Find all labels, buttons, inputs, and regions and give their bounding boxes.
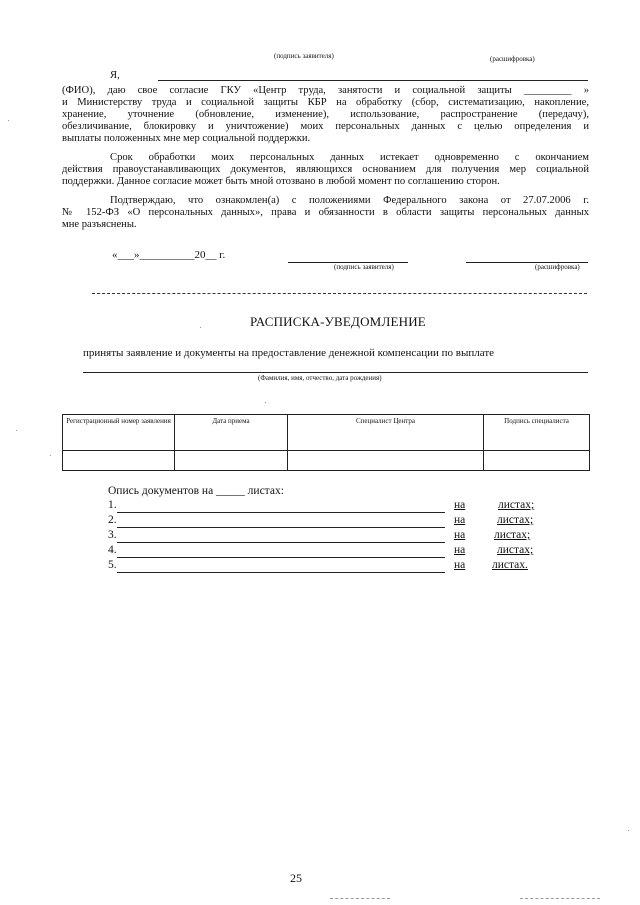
center-specialist-cell [288,451,484,471]
specialist-signature-header: Подпись специалиста [484,415,590,451]
term-line-3: поддержки. Данное согласие может быть мной отозвано в любой момент по соглашению сторон. [62,176,500,187]
consent-line-2: и Министерству труда и социальной защиты КБР на обработку (сбор, систематизацию, накопление, [62,97,589,108]
reg-number-header: Регистрационный номер заявления [63,415,175,451]
receipt-title: РАСПИСКА-УВЕДОМЛЕНИЕ [250,314,426,329]
consent-line-1: (ФИО), даю свое согласие ГКУ «Центр труда, занятости и социальной защиты _________ » [62,85,589,96]
term-line-1: Срок обработки моих персональных данных истекает одновременно с окончанием [110,152,589,163]
term-line-2: действия правоустанавливающих документов, являющихся основанием для получения мер социальной [62,164,589,175]
fio-line [158,80,588,81]
applicant-info-line [83,372,588,373]
inventory-row-sheets: листах. [492,559,528,571]
applicant-info-caption: (Фамилия, имя, отчество, дата рождения) [258,374,382,382]
confirm-line-1: Подтверждаю, что ознакомлен(а) с положениями Федерального закона от 27.07.2006 г. [110,195,589,206]
scan-edge-mark [330,898,390,899]
applicant-signature-caption: (подпись заявителя) [334,263,394,271]
inventory-row-number: 2. [108,514,117,526]
inventory-row-line [117,512,445,513]
decoding-caption-top: (расшифровка) [490,55,535,63]
accepted-documents-text: приняты заявление и документы на предоставление денежной компенсации по выплате [83,347,495,359]
inventory-row-line [117,572,445,573]
table-row [63,451,590,471]
inventory-row-line [117,542,445,543]
date-received-cell [175,451,288,471]
center-specialist-header: Специалист Центра [288,415,484,451]
scan-speck [8,120,9,121]
consent-ya: Я, [110,70,120,81]
inventory-row-number: 5. [108,559,117,571]
date-field: «___»__________20__ г. [112,249,226,261]
inventory-row-sheets: листах; [497,544,534,556]
inventory-row-line [117,527,445,528]
scan-speck [200,327,201,328]
inventory-row-na: на [454,529,466,541]
consent-line-3: хранение, уточнение (обновление, изменение), использование, распространение (передачу), [62,109,589,120]
inventory-row-line [117,557,445,558]
decoding-caption: (расшифровка) [535,263,580,271]
inventory-row-sheets: листах; [494,529,531,541]
inventory-row-na: на [454,544,466,556]
scan-edge-mark [520,898,600,899]
inventory-row-na: на [454,499,466,511]
scan-speck [628,830,629,831]
scan-speck [50,455,51,456]
inventory-title: Опись документов на _____ листах: [108,485,284,497]
page-number: 25 [290,871,302,885]
applicant-signature-caption-top: (подпись заявителя) [274,52,334,60]
confirm-line-3: мне разъяснены. [62,219,137,230]
confirm-line-2: № 152-ФЗ «О персональных данных», права и обязанности в области защиты персональных данных [62,207,589,218]
inventory-row-na: на [454,559,466,571]
specialist-signature-cell [484,451,590,471]
table-header-row [63,415,590,451]
inventory-row-sheets: листах; [498,499,535,511]
scan-speck [265,402,266,403]
cut-line [92,293,587,294]
consent-line-4: обезличивание, блокировку и уничтожение) моих персональных данных с целью определения и [62,121,589,132]
scan-speck [16,430,17,431]
inventory-row-number: 3. [108,529,117,541]
inventory-row-sheets: листах; [497,514,534,526]
consent-line-5: выплаты положенных мне мер социальной поддержки. [62,133,311,144]
inventory-row-number: 1. [108,499,117,511]
registration-table [62,414,590,471]
date-received-header: Дата приема [175,415,288,451]
reg-number-cell [63,451,175,471]
inventory-row-na: на [454,514,466,526]
inventory-row-number: 4. [108,544,117,556]
